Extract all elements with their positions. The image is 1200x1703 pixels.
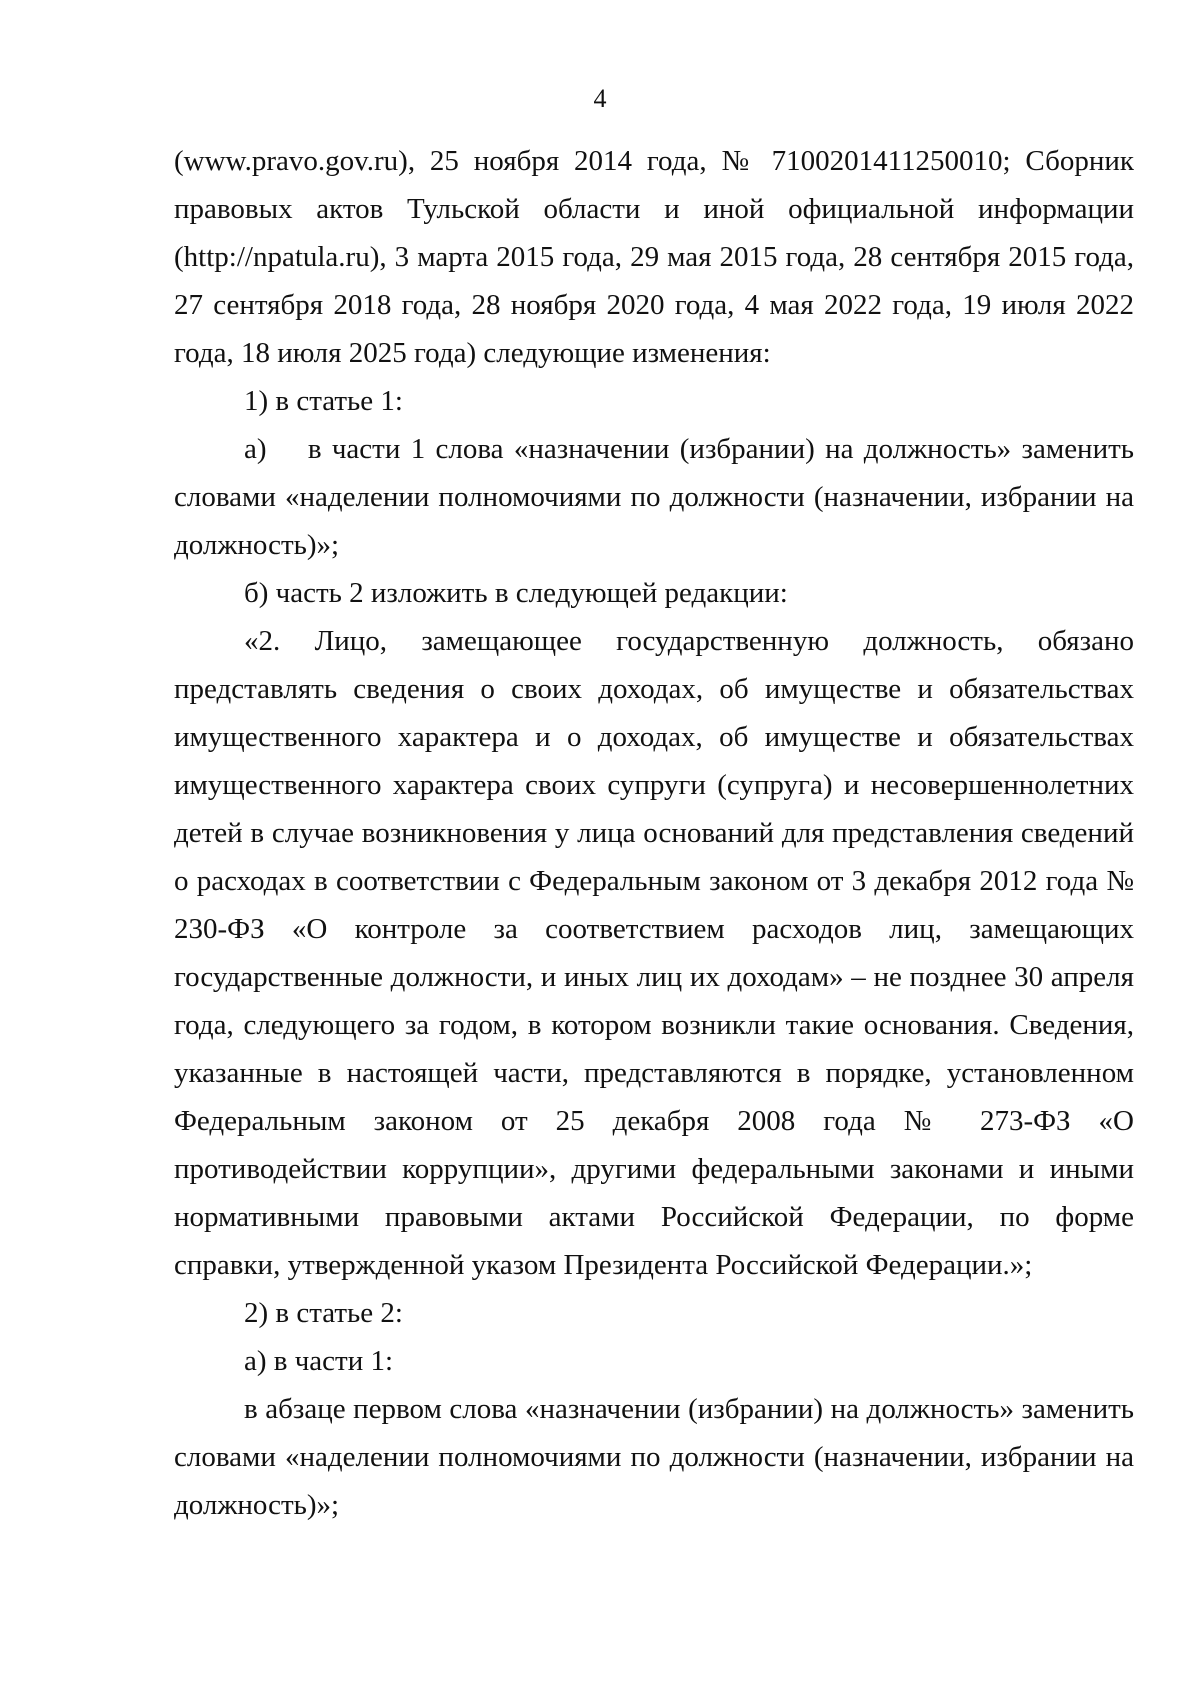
paragraph-item-1a: а) в части 1 слова «назначении (избрании) на должность» заменить словами «наделении полномочиями по должности (назначении, избрании на должность)»; — [174, 433, 1142, 561]
paragraph-item-2a-first-abzac: в абзаце первом слова «назначении (избрании) на должность» заменить словами «наделении полномочиями по должности (назначении, избрании на должность)»; — [174, 1393, 1134, 1521]
document-body — [174, 137, 1142, 1529]
paragraph-quote-part-2: «2. Лицо, замещающее государственную должность, обязано представлять сведения о своих доходах, об имуществе и обязательствах имущественного характера и о доходах, об имуществе и обязательствах имущественного характера своих супруги (супруга) и несовершеннолетних детей в случае возникновения у лица оснований для представления сведений о расходах в соответствии с Федеральным законом от 3 декабря 2012 года № 230-ФЗ «О контроле за соответствием расходов лиц, замещающих государственные должности, и иных лиц их доходам» – не позднее 30 апреля года, следующего за годом, в котором возникли такие основания. Сведения, указанные в настоящей части, представляются в порядке, установленном Федеральным законом от 25 декабря 2008 года № 273-ФЗ «О противодействии коррупции», другими федеральными законами и иными нормативными правовыми актами Российской Федерации, по форме справки, утвержденной указом Президента Российской Федерации.»; — [174, 625, 1134, 1281]
paragraph-item-2: 2) в статье 2: — [244, 1297, 403, 1329]
page-number: 4 — [593, 84, 607, 113]
paragraph-intro: (www.pravo.gov.ru), 25 ноября 2014 года, № 7100201411250010; Сборник правовых актов Тульской области и иной официальной информации (http://npatula.ru), 3 марта 2015 года, 29 мая 2015 года, 28 сентября 2015 года, 27 сентября 2018 года, 28 ноября 2020 года, 4 мая 2022 года, 19 июля 2022 года, 18 июля 2025 года) следующие изменения: — [174, 145, 1134, 369]
paragraph-item-2a: а) в части 1: — [244, 1345, 394, 1377]
paragraph-item-1: 1) в статье 1: — [244, 385, 403, 417]
paragraph-item-1b: б) часть 2 изложить в следующей редакции: — [244, 577, 788, 609]
